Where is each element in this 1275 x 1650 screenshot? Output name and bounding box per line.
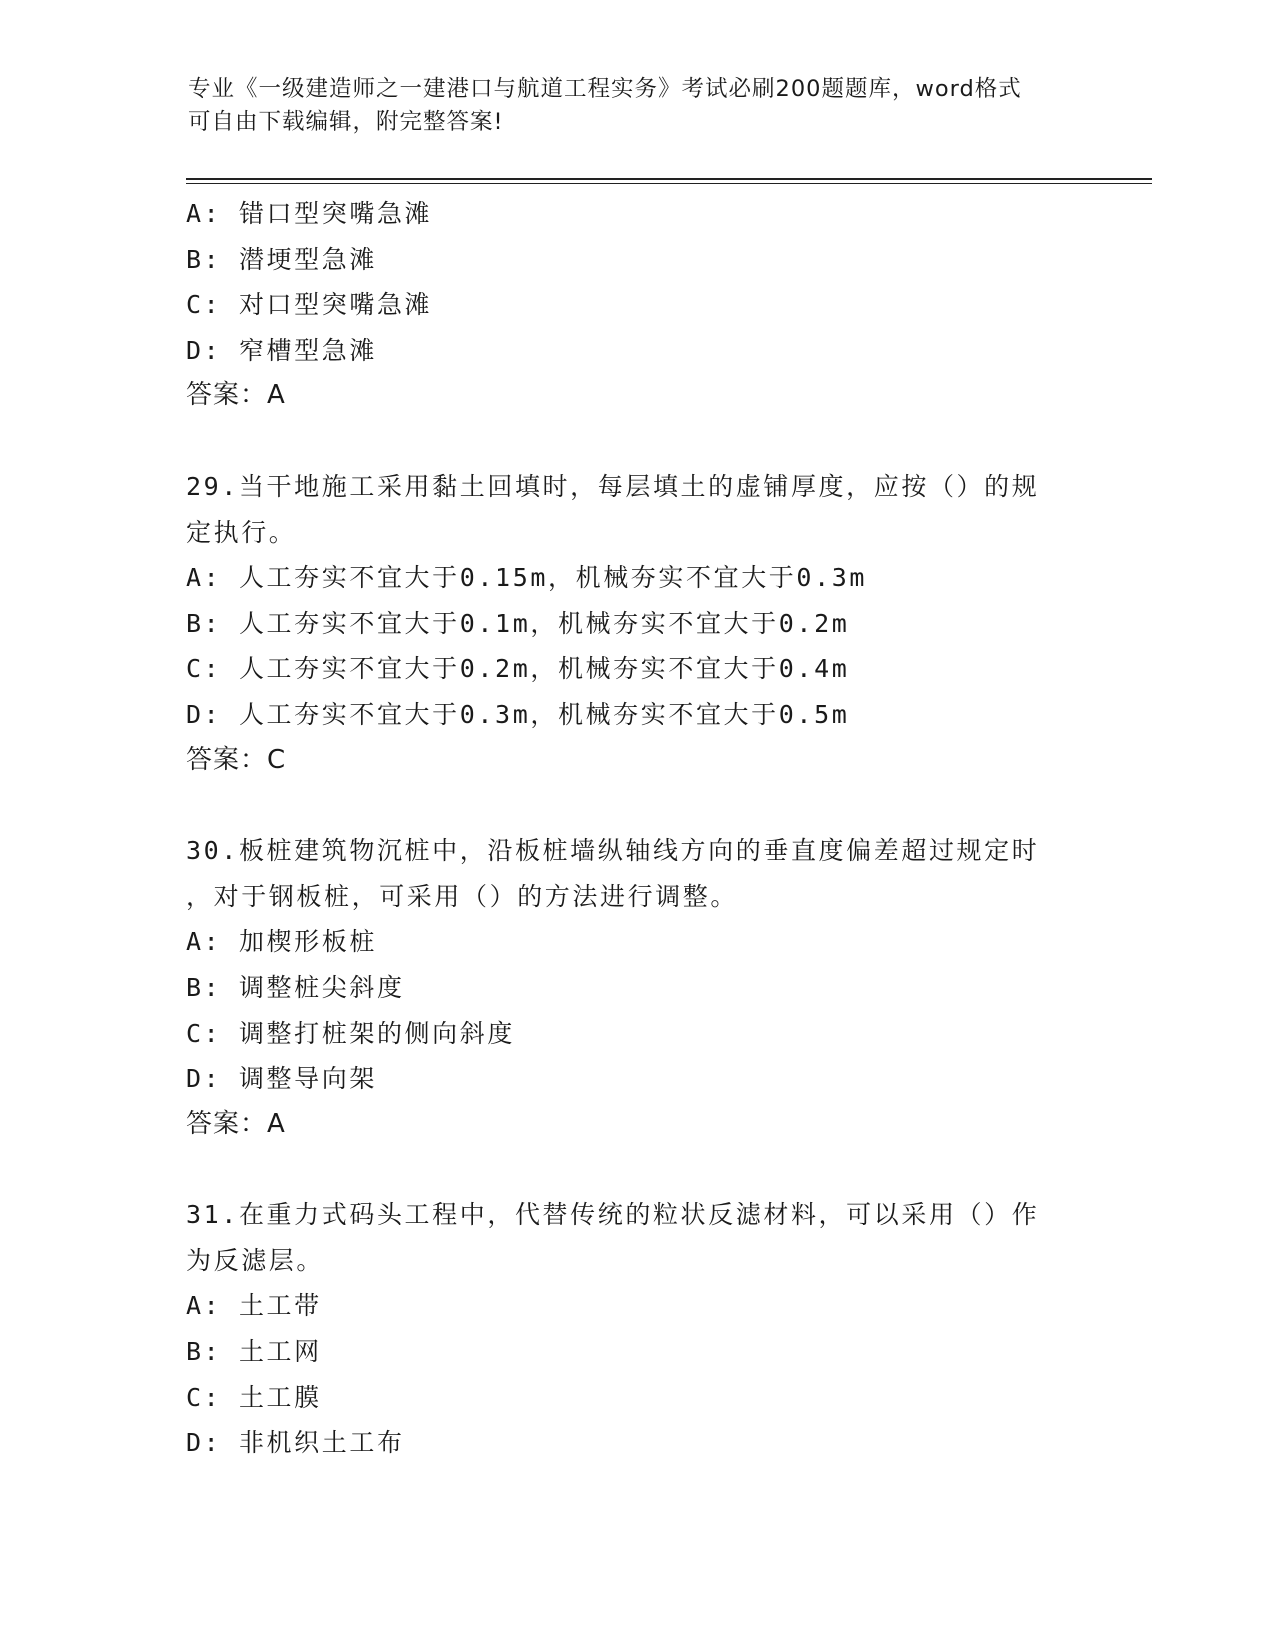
question-stem-line-2: ，对于钢板桩，可采用（）的方法进行调整。 — [186, 881, 739, 911]
header-line-1: 专业《一级建造师之一建港口与航道工程实务》考试必刷200题题库，word格式 — [188, 76, 1022, 102]
option-d: D: 调整导向架 — [186, 1064, 377, 1094]
header-line-2: 可自由下载编辑，附完整答案! — [188, 109, 504, 135]
header-rule-thin — [186, 183, 1152, 184]
option-d: D: 非机织土工布 — [186, 1428, 405, 1458]
question-29 — [186, 464, 1086, 783]
option-a: A: 错口型突嘴急滩 — [186, 199, 433, 228]
question-30 — [186, 828, 1086, 1147]
answer-line: 答案：C — [186, 744, 287, 775]
header-rule-thick — [186, 178, 1152, 180]
question-stem-line-1: 30.板桩建筑物沉桩中，沿板桩墙纵轴线方向的垂直度偏差超过规定时 — [186, 836, 1040, 866]
option-a: A: 土工带 — [186, 1291, 322, 1321]
option-c: C: 调整打桩架的侧向斜度 — [186, 1018, 515, 1048]
answer-line: 答案：A — [186, 1108, 286, 1139]
question-stem-line-1: 29.当干地施工采用黏土回填时，每层填土的虚铺厚度，应按（）的规 — [186, 471, 1040, 501]
question-content — [186, 191, 1086, 1466]
option-b: B: 人工夯实不宜大于0.1m，机械夯实不宜大于0.2m — [186, 608, 850, 638]
question-28 — [186, 191, 1086, 419]
option-b: B: 调整桩尖斜度 — [186, 972, 405, 1002]
option-c: C: 土工膜 — [186, 1382, 322, 1412]
option-c: C: 对口型突嘴急滩 — [186, 290, 433, 320]
option-c: C: 人工夯实不宜大于0.2m，机械夯实不宜大于0.4m — [186, 654, 850, 684]
question-31 — [186, 1192, 1086, 1466]
option-a: A: 人工夯实不宜大于0.15m，机械夯实不宜大于0.3m — [186, 563, 868, 593]
option-a: A: 加楔形板桩 — [186, 927, 377, 957]
option-d: D: 人工夯实不宜大于0.3m，机械夯实不宜大于0.5m — [186, 699, 850, 729]
option-b: B: 土工网 — [186, 1337, 322, 1367]
option-d: D: 窄槽型急滩 — [186, 335, 377, 365]
option-b: B: 潜埂型急滩 — [186, 244, 377, 274]
document-header — [188, 73, 1088, 139]
question-stem-line-2: 为反滤层。 — [186, 1245, 325, 1275]
question-stem-line-2: 定执行。 — [186, 517, 297, 547]
question-stem-line-1: 31.在重力式码头工程中，代替传统的粒状反滤材料，可以采用（）作 — [186, 1200, 1040, 1230]
answer-line: 答案：A — [186, 380, 286, 411]
